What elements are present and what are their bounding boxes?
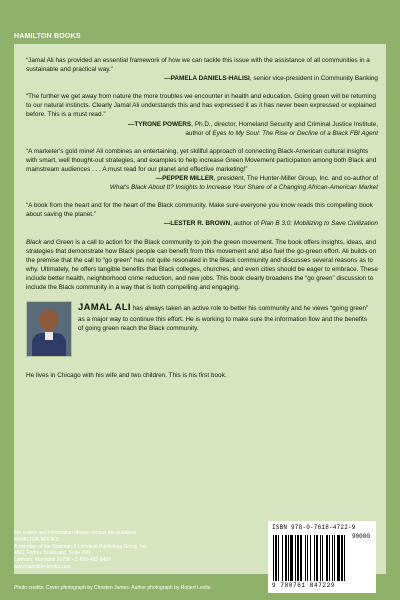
footer-line: www.hamilton-books.com — [14, 563, 71, 570]
barcode-stripe — [344, 535, 345, 581]
publisher-footer — [14, 530, 254, 571]
barcode-stripe — [322, 535, 323, 581]
blurb-quote: “A book from the heart and for the heart of the Black community. Make sure everyone you know reads this compelling book about saving the planet.” — [26, 202, 373, 219]
author-section — [26, 301, 378, 365]
author-name: JAMAL ALI — [78, 302, 131, 314]
blurb-attribution — [26, 74, 378, 83]
barcode-stripe — [310, 535, 311, 581]
attribution-details: , president, The Hunter-Miller Group, Inc. and co-author of — [213, 175, 378, 183]
blurb-4 — [26, 201, 378, 228]
barcode-stripe — [320, 535, 321, 581]
blurb-1 — [26, 56, 378, 83]
footer-line: A member of the Rowman & Littlefield Publishing Group, Inc. — [14, 543, 149, 550]
isbn-number: ISBN 978-0-7618-4722-9 — [272, 524, 356, 531]
attribution-book-title: Plan B 3.0: Mobilizing to Save Civilization — [260, 220, 378, 228]
blurb-quote: “Jamal Ali has provided an essential framework of how we can tackle this issue with the assistance of all communities in a sustainable and practical way.” — [26, 57, 370, 74]
publisher-name: HAMILTON BOOKS — [14, 33, 81, 40]
footer-line: HAMILTON BOOKS — [14, 536, 59, 543]
barcode-stripe — [307, 535, 308, 581]
attribution-book-title: What's Black About It? Insights to Increase Your Share of a Changing African-American Market — [109, 184, 378, 192]
photo-credits: Photo credits: Cover photograph by Christen James. Author photograph by Robert Levite. — [14, 585, 212, 591]
barcode-stripe — [341, 535, 343, 581]
attribution-name: —PAMELA DANIELS-HALISI — [164, 75, 250, 83]
author-photo — [26, 301, 72, 357]
isbn-barcode — [268, 521, 376, 593]
footer-line: 4501 Forbes Boulevard, Suite 200 — [14, 550, 90, 557]
barcode-stripe — [337, 535, 340, 581]
blurb-attribution-line2 — [26, 183, 378, 192]
attribution-details: , Ph.D., director, Homeland Security and Criminal Justice Institute, — [191, 120, 378, 128]
barcode-stripe — [334, 535, 335, 581]
barcode-bars — [273, 535, 365, 581]
blurb-attribution — [26, 120, 378, 129]
barcode-stripe — [275, 535, 277, 581]
blurb-2 — [26, 92, 378, 137]
barcode-stripe — [332, 535, 333, 581]
barcode-stripe — [282, 535, 283, 581]
blurb-quote: “A marketer's gold mine! Ali combines an entertaining, yet skillful approach of connecting Black-American cultural insights with smart, well thought-out strategies, and examples to help increase Green Movement participation among both Black and mainstream audiences . . . A must read for our planet and effective marketing!” — [26, 147, 377, 173]
barcode-stripe — [295, 535, 296, 581]
blurb-attribution — [26, 174, 378, 183]
footer-line: For orders and information please contact the publisher — [14, 530, 137, 536]
attribution-details: , senior vice-president in Community Banking — [249, 75, 378, 83]
blurb-quote: “The further we get away from nature the more troubles we encounter in health and education. Going green will be returning to our natural instincts. Clearly Jamal Ali understands this and has expressed it as it has never been expressed or explained before. This is a must read.” — [26, 93, 376, 119]
barcode-stripe — [326, 535, 328, 581]
barcode-stripe — [285, 535, 287, 581]
footer-line: Lanham, Maryland 20706 • 1-800-462-6420 — [14, 557, 111, 563]
attribution-details: , author of — [230, 220, 261, 228]
author-bio — [78, 301, 374, 333]
attribution-name: —PEPPER MILLER — [155, 175, 214, 183]
barcode-stripe — [305, 535, 306, 581]
book-description — [26, 238, 378, 293]
attribution-book-title: Eyes to My Soul: The Rise or Decline of a Black FBI Agent — [212, 129, 378, 137]
barcode-stripe — [316, 535, 318, 581]
attribution-prefix: author of — [185, 129, 213, 137]
attribution-name: —TYRONE POWERS — [127, 120, 192, 128]
attribution-name: —LESTER R. BROWN — [163, 220, 231, 228]
blurb-attribution — [26, 219, 378, 228]
author-bio-text: has always taken an active role to better his community and he views “going green” as a major way to continue this effort. He is working to make sure the information flow and the benefits of going green reach the Black community. — [78, 305, 369, 332]
author-photo-collar — [45, 332, 53, 340]
barcode-stripe — [329, 535, 330, 581]
price-code: 90000 — [351, 533, 370, 540]
author-photo-head — [39, 309, 58, 331]
barcode-stripe — [297, 535, 299, 581]
blurb-attribution-line2 — [26, 129, 378, 138]
blurb-3 — [26, 147, 378, 192]
text-panel — [14, 44, 386, 574]
barcode-stripe — [300, 535, 302, 581]
book-title: Black and Green — [26, 238, 74, 246]
description-text: is a call to action for the Black community to join the green movement. The book offers insights, ideas, and strategies that demonstrate how Black people can benefit from this movement and also fuel the go-green effort. Ali builds on the premise that the call to “go green” has not quite resonated in the Black community and discusses several reasons as to why. Ultimately, he offers tangible benefits that Black colleges, churches, and even cities should be eager to embrace. These include better health, neighborhood crime reduction, and new jobs. This book clearly broadens the “go green” discussion to include the Black community in a way that is both compelling and engaging. — [26, 238, 378, 291]
barcode-digits: 9 780761 847229 — [272, 582, 336, 589]
barcode-stripe — [273, 535, 274, 581]
author-residence: He lives in Chicago with his wife and two children. This is his first book. — [26, 372, 227, 380]
barcode-stripe — [290, 535, 293, 581]
barcode-stripe — [314, 535, 315, 581]
barcode-stripe — [288, 535, 289, 581]
barcode-stripe — [278, 535, 279, 581]
